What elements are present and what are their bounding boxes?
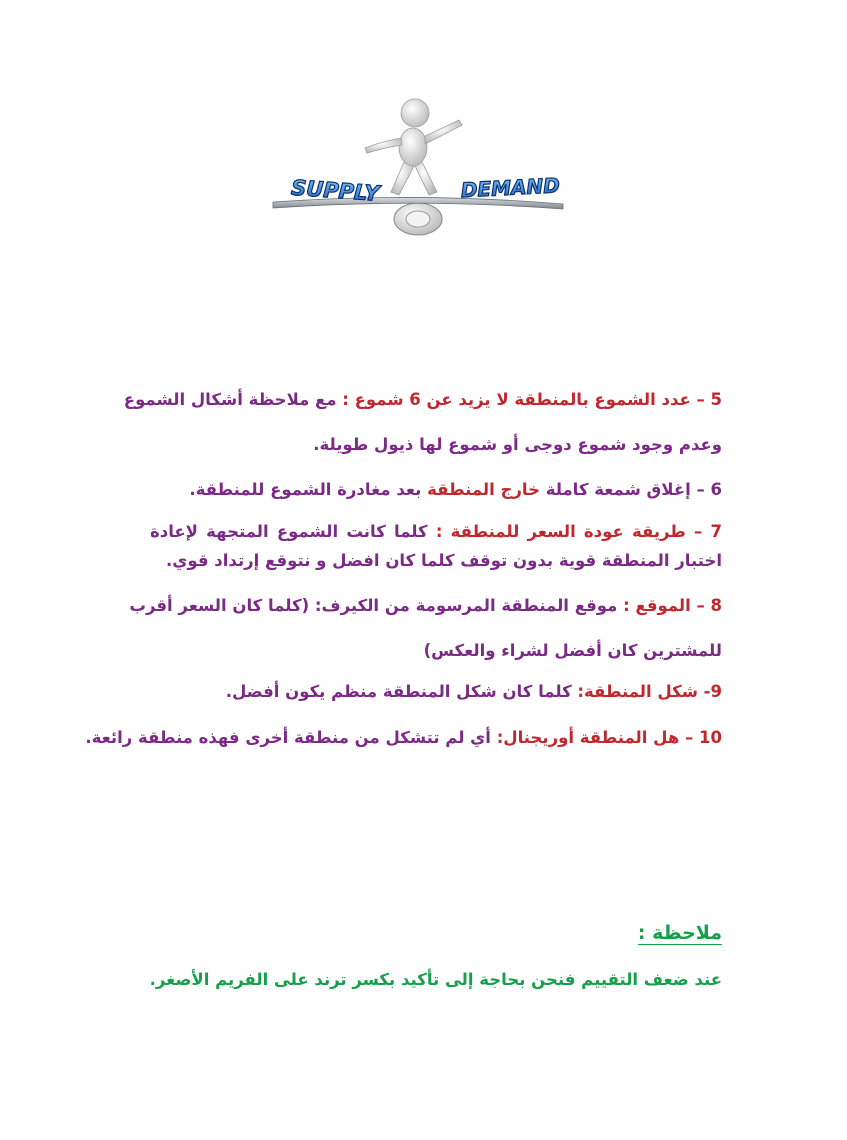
item-body: كلما كانت الشموع المتجهة لإعادة اختبار المنطقة قوية بدون توقف كلما كان افضل و نتوقع إرتداد قوي. (150, 522, 722, 570)
item-heading: 9- شكل المنطقة: (577, 682, 722, 701)
item-heading: خارج المنطقة (427, 480, 540, 499)
item-heading: 7 – طريقة عودة السعر للمنطقة : (435, 522, 722, 541)
supply-word: SUPPLY (290, 175, 381, 206)
item-6 (150, 478, 722, 502)
note-title: ملاحظة : (637, 922, 722, 944)
note-text: عند ضعف التقييم فنحن بحاجة إلى تأكيد بكسر ترند على الفريم الأصغر. (149, 970, 722, 989)
item-8-continuation: للمشترين كان أفضل لشراء والعكس) (423, 641, 722, 660)
item-body: موقع المنطقة المرسومة من الكيرف: (كلما كان السعر أقرب (129, 596, 624, 615)
item-5 (123, 388, 722, 412)
item-body: مع ملاحظة أشكال الشموع (123, 390, 343, 409)
item-8 (129, 594, 722, 618)
item-10 (85, 726, 722, 750)
demand-word: DEMAND (460, 173, 561, 203)
item-7 (150, 517, 722, 575)
item-heading: 10 – هل المنطقة أوريجنال: (496, 728, 722, 747)
item-heading-prefix: 6 – إغلاق شمعة كاملة (539, 480, 722, 499)
item-heading: 5 – عدد الشموع بالمنطقة لا يزيد عن 6 شموع : (342, 390, 722, 409)
item-5-continuation: وعدم وجود شموع دوجى أو شموع لها ذيول طويلة. (313, 435, 722, 454)
supply-demand-logo (265, 92, 570, 242)
seesaw-figure-icon (265, 92, 570, 242)
item-heading: 8 – الموقع : (623, 596, 722, 615)
item-body: أي لم تتشكل من منطقة أخرى فهذه منطقة رائعة. (85, 728, 497, 747)
item-body: بعد مغادرة الشموع للمنطقة. (189, 480, 428, 499)
item-body: كلما كان شكل المنطقة منظم يكون أفضل. (225, 682, 578, 701)
item-9 (150, 680, 722, 704)
